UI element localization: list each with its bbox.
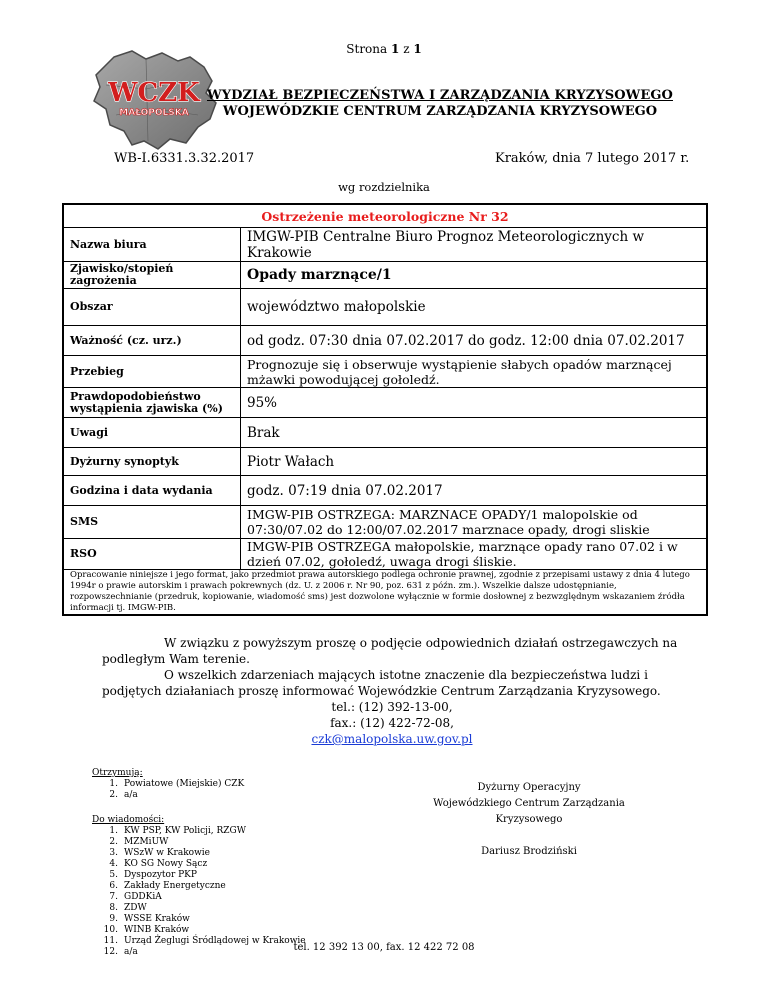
row-label: Dyżurny synoptyk [63,448,241,476]
row-value: Opady marznące/1 [241,262,708,289]
row-value: IMGW-PIB Centralne Biuro Prognoz Meteorologicznych w Krakowie [241,228,708,262]
distribution-note: wg rozdzielnika [338,180,430,194]
row-label: RSO [63,539,241,570]
list-item: 3. WSzW w Krakowie [109,848,211,858]
list-item: 9. WSSE Kraków [109,914,190,924]
row-label: Przebieg [63,356,241,388]
list-item: 7. GDDKiA [109,892,162,902]
recipients-list [92,779,306,801]
row-value: 95% [241,388,708,418]
list-item: 2. a/a [109,790,138,800]
signature-title-3: Kryzysowego [495,814,563,825]
signature-block [420,780,638,860]
list-item: 6. Zakłady Energetyczne [109,881,226,891]
list-item: 11. Urząd Żeglugi Śródlądowej w Krakowie [103,936,306,946]
list-item: 5. Dyspozytor PKP [109,870,197,880]
list-item: 8. ZDW [109,903,147,913]
signature-name: Dariusz Brodziński [481,846,577,857]
document-number: WB-I.6331.3.32.2017 [114,151,255,166]
row-label: Nazwa biura [63,228,241,262]
signature-title-2: Wojewódzkiego Centrum Zarządzania [433,798,625,809]
row-value: IMGW-PIB OSTRZEGA: MARZNACE OPADY/1 malopolskie od 07:30/07.02 do 12:00/07.02.2017 marznace opady, drogi sliskie [241,506,708,539]
copyright-note: Opracowanie niniejsze i jego format, jako przedmiot prawa autorskiego podlega ochronie prawnej, zgodnie z przepisami ustawy z dnia 4 lutego 1994r o prawie autorskim i prawach pokrewnych (dz. U. z 2006 r. Nr 90, poz. 631 z późn. zm.). Wszelkie dalsze udostępnianie, rozpowszechnianie (przedruk, kopiowanie, wiadomość sms) jest dozwolone wyłącznie w formie dosłownej z bezwzględnym wskazaniem źródła informacji tj. IMGW-PIB. [63,570,707,616]
cc-list [92,826,306,958]
row-label: Obszar [63,289,241,326]
row-label: Prawdopodobieństwo wystąpienia zjawiska (%) [63,388,241,418]
page-number: Strona 1 z 1 [346,42,422,56]
row-value: województwo małopolskie [241,289,708,326]
fax: fax.: (12) 422-72-08, [330,716,454,730]
cc-heading: Do wiadomości: [92,815,165,825]
svg-text:WCZK: WCZK [108,78,200,108]
warning-title: Ostrzeżenie meteorologiczne Nr 32 [63,204,707,228]
svg-text:MAŁOPOLSKA: MAŁOPOLSKA [119,108,189,118]
header-department: WYDZIAŁ BEZPIECZEŃSTWA I ZARZĄDZANIA KRYZYSOWEGO [207,88,673,103]
row-value: Brak [241,418,708,448]
row-value: Piotr Wałach [241,448,708,476]
warning-table [62,203,708,616]
row-value: IMGW-PIB OSTRZEGA małopolskie, marznące opady rano 07.02 i w dzień 07.02, gołoledź, uwaga drogi śliskie. [241,539,708,570]
email-link[interactable]: czk@malopolska.uw.gov.pl [311,732,473,746]
list-item: 10. WINB Kraków [103,925,190,935]
recipient-lists [92,768,306,958]
telephone: tel.: (12) 392-13-00, [331,700,453,714]
list-item: 2. MZMiUW [109,837,169,847]
place-date: Kraków, dnia 7 lutego 2017 r. [495,151,690,166]
row-value: godz. 07:19 dnia 07.02.2017 [241,476,708,506]
row-value: od godz. 07:30 dnia 07.02.2017 do godz. 12:00 dnia 07.02.2017 [241,326,708,356]
header-center: WOJEWÓDZKIE CENTRUM ZARZĄDZANIA KRYZYSOWEGO [222,104,658,119]
signature-title-1: Dyżurny Operacyjny [477,782,581,793]
list-item: 1. KW PSP, KW Policji, RZGW [109,826,246,836]
footer-contact: tel. 12 392 13 00, fax. 12 422 72 08 [293,942,475,953]
list-item: 4. KO SG Nowy Sącz [109,859,208,869]
row-value: Prognozuje się i obserwuje wystąpienie słabych opadów marznącej mżawki powodującej gołoledź. [241,356,708,388]
body-text [102,635,682,747]
row-label: Godzina i data wydania [63,476,241,506]
list-item: 1. Powiatowe (Miejskie) CZK [109,779,245,789]
paragraph-2: O wszelkich zdarzeniach mających istotne znaczenie dla bezpieczeństwa ludzi i podjętych działaniach proszę informować Wojewódzkie Centrum Zarządzania Kryzysowego. [102,668,661,698]
row-label: Zjawisko/stopień zagrożenia [63,262,241,289]
row-label: Uwagi [63,418,241,448]
row-label: SMS [63,506,241,539]
list-item: 12. a/a [103,947,138,957]
row-label: Ważność (cz. urz.) [63,326,241,356]
paragraph-1: W związku z powyższym proszę o podjęcie odpowiednich działań ostrzegawczych na podległym Wam terenie. [102,636,678,666]
recipients-heading: Otrzymują: [92,768,143,778]
